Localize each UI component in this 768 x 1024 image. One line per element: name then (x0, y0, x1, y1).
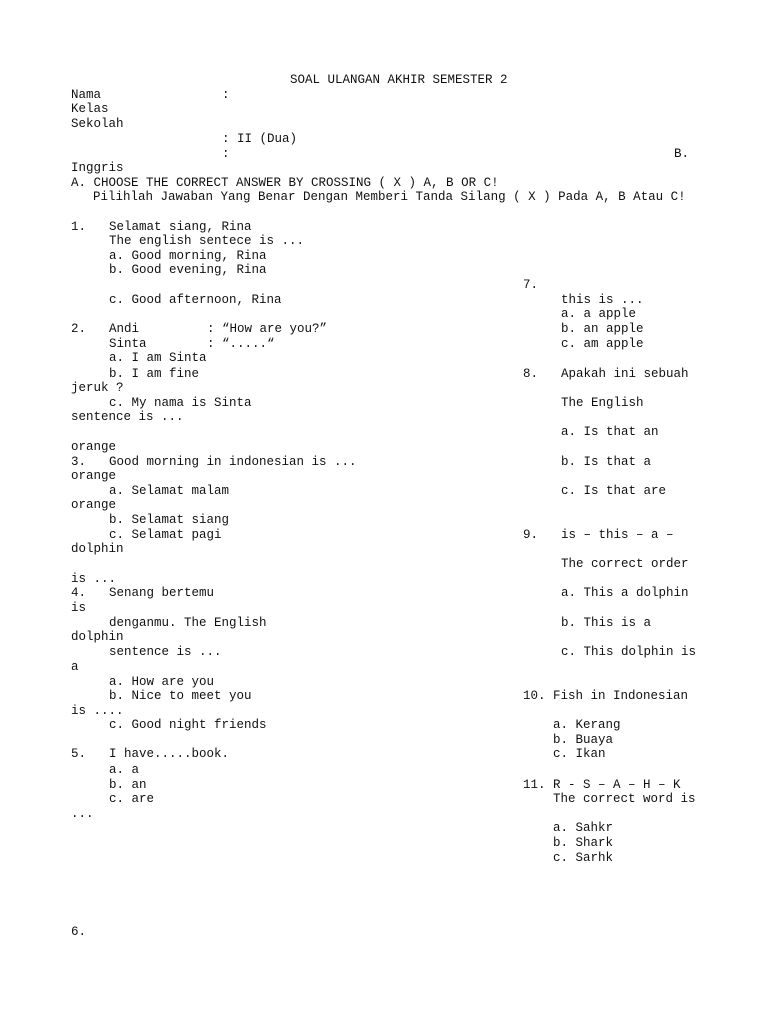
q8-option-b: b. Is that a (561, 455, 652, 469)
wrap-orange-3: orange (71, 498, 117, 512)
q11-option-b: b. Shark (553, 836, 614, 850)
q9-option-c: c. This dolphin is (561, 645, 697, 659)
q10-text: 10. Fish in Indonesian (523, 689, 689, 703)
q5-number: 5. (71, 747, 87, 761)
q11-text: 11. R - S – A – H – K (523, 778, 681, 792)
q4-option-a: a. How are you (109, 675, 215, 689)
q1-number: 1. (71, 220, 87, 234)
q9-number: 9. (523, 528, 539, 542)
wrap-jeruk: jeruk ? (71, 381, 124, 395)
q3-option-c: c. Selamat pagi (109, 528, 222, 542)
q4-option-b: b. Nice to meet you (109, 689, 252, 703)
wrap-sentence-is: sentence is ... (71, 410, 184, 424)
q1-text: Selamat siang, Rina (109, 220, 252, 234)
sekolah-label: Sekolah (71, 117, 124, 131)
q2-line-2: : “.....“ (207, 337, 275, 351)
q3-option-b: b. Selamat siang (109, 513, 230, 527)
kelas-label: Kelas (71, 102, 109, 116)
q1-option-c: c. Good afternoon, Rina (109, 293, 282, 307)
wrap-dolphin-2: dolphin (71, 630, 124, 644)
q8-number: 8. (523, 367, 539, 381)
instruction-english: A. CHOOSE THE CORRECT ANSWER BY CROSSING ( X ) A, B OR C! (71, 176, 499, 190)
q3-text: Good morning in indonesian is ... (109, 455, 357, 469)
kelas-value: : II (Dua) (222, 132, 298, 146)
q2-option-c: c. My nama is Sinta (109, 396, 252, 410)
wrap-orange-1: orange (71, 440, 117, 454)
page-title: SOAL ULANGAN AKHIR SEMESTER 2 (290, 73, 508, 87)
q7-text: this is ... (561, 293, 644, 307)
q2-speaker-2: Sinta (109, 337, 147, 351)
q4-text: Senang bertemu (109, 586, 215, 600)
q7-option-a: a. a apple (561, 307, 637, 321)
q4-number: 4. (71, 586, 87, 600)
q9-text-2: The correct order (561, 557, 689, 571)
q11-option-c: c. Sarhk (553, 851, 614, 865)
q2-number: 2. (71, 322, 87, 336)
mapel-colon: : (222, 147, 230, 161)
q8-option-c: c. Is that are (561, 484, 667, 498)
q1-option-a: a. Good morning, Rina (109, 249, 267, 263)
q7-number: 7. (523, 278, 539, 292)
q9-option-b: b. This is a (561, 616, 652, 630)
wrap-dots: ... (71, 807, 94, 821)
q2-speaker-1: Andi (109, 322, 140, 336)
q10-option-b: b. Buaya (553, 733, 614, 747)
nama-label: Nama (71, 88, 102, 102)
mapel-prefix: B. (674, 147, 690, 161)
q6-number: 6. (71, 925, 87, 939)
q2-option-b: b. I am fine (109, 367, 200, 381)
q4-text-3: sentence is ... (109, 645, 222, 659)
q5-option-a: a. a (109, 763, 140, 777)
q4-text-2: denganmu. The English (109, 616, 267, 630)
q10-option-c: c. Ikan (553, 747, 606, 761)
wrap-is-dots-1: is ... (71, 572, 117, 586)
q1-text-2: The english sentece is ... (109, 234, 305, 248)
q4-option-c: c. Good night friends (109, 718, 267, 732)
q5-option-b: b. an (109, 778, 147, 792)
q5-option-c: c. are (109, 792, 155, 806)
q9-text: is – this – a – (561, 528, 674, 542)
q3-option-a: a. Selamat malam (109, 484, 230, 498)
q11-option-a: a. Sahkr (553, 821, 614, 835)
wrap-is-dots-2: is .... (71, 704, 124, 718)
q7-option-c: c. am apple (561, 337, 644, 351)
q8-option-a: a. Is that an (561, 425, 659, 439)
wrap-dolphin-1: dolphin (71, 542, 124, 556)
q3-number: 3. (71, 455, 87, 469)
wrap-is-1: is (71, 601, 87, 615)
q1-option-b: b. Good evening, Rina (109, 263, 267, 277)
q8-text-2: The English (561, 396, 644, 410)
q11-text-2: The correct word is (553, 792, 696, 806)
wrap-a-1: a (71, 660, 79, 674)
wrap-orange-2: orange (71, 469, 117, 483)
instruction-indonesian: Pilihlah Jawaban Yang Benar Dengan Memberi Tanda Silang ( X ) Pada A, B Atau C! (93, 190, 686, 204)
q5-text: I have.....book. (109, 747, 230, 761)
q8-text: Apakah ini sebuah (561, 367, 689, 381)
q10-option-a: a. Kerang (553, 718, 621, 732)
nama-colon: : (222, 88, 230, 102)
q9-option-a: a. This a dolphin (561, 586, 689, 600)
mapel-value: Inggris (71, 161, 124, 175)
q2-option-a: a. I am Sinta (109, 351, 207, 365)
q2-line-1: : “How are you?” (207, 322, 328, 336)
q7-option-b: b. an apple (561, 322, 644, 336)
